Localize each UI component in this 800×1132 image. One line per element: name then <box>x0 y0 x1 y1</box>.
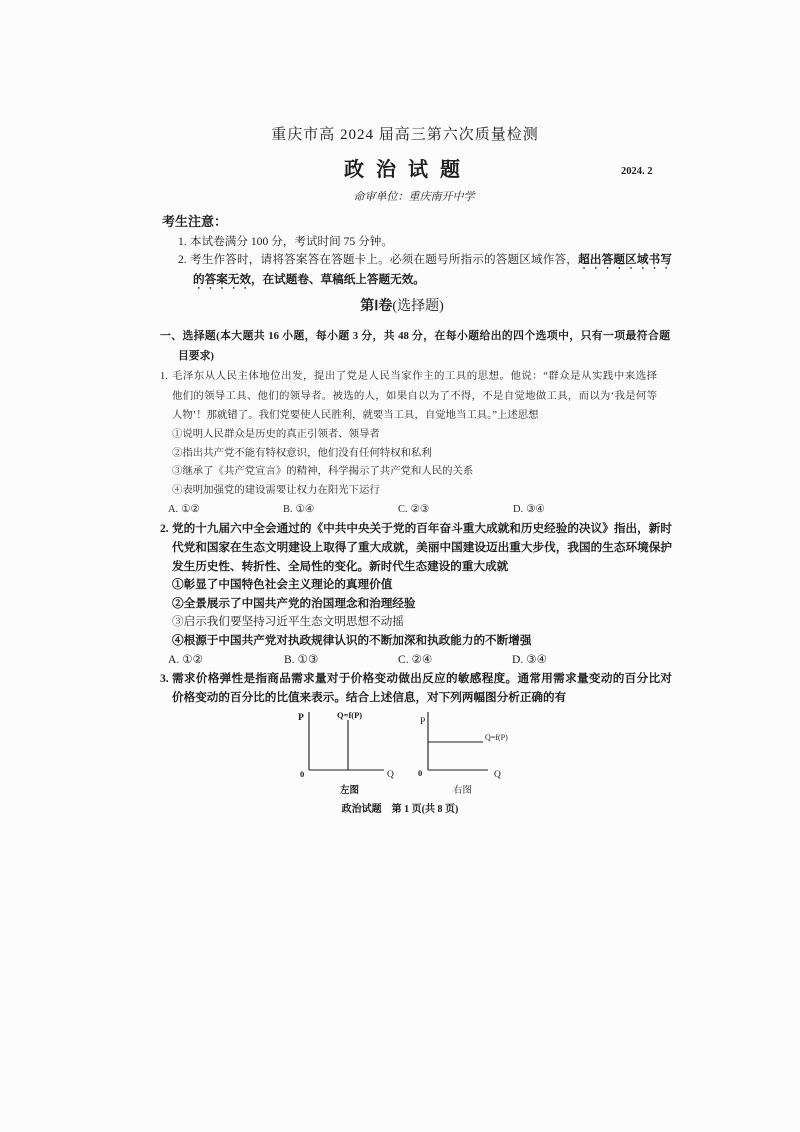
choice-label: D. <box>513 504 524 515</box>
question-3-stem-line-2: 价格变动的百分比的比值来表示。结合上述信息，对下列两幅图分析正确的有 <box>172 691 567 704</box>
notice-item-2-number: 2. <box>178 253 187 266</box>
choice-label: D. <box>512 653 524 666</box>
question-2-choice-c <box>398 652 432 668</box>
choice-label: B. <box>284 653 295 666</box>
exam-name: 重庆市高 2024 届高三第六次质量检测 <box>271 127 539 143</box>
choice-value: ③④ <box>526 504 545 515</box>
question-1-stem-line-1: 毛泽东从人民主体地位出发，提出了党是人民当家作主的工具的思想。他说：“群众是从实践中来选择 <box>172 371 657 382</box>
choice-label: A. <box>168 504 179 515</box>
question-1-statement-4: ④表明加强党的建设需要让权力在阳光下运行 <box>172 485 380 496</box>
right-figure-curve-label: Q=f(P) <box>485 733 508 742</box>
question-1-choice-a <box>168 502 200 518</box>
question-1-statement-3: ③继承了《共产党宣言》的精神，科学揭示了共产党和人民的关系 <box>172 466 474 477</box>
question-2-choice-d <box>512 652 547 668</box>
question-1-statement-2: ②指出共产党不能有特权意识，他们没有任何特权和私利 <box>172 448 432 459</box>
question-2-statement-4: ④根源于中国共产党对执政规律认识的不断加深和执政能力的不断增强 <box>172 634 532 647</box>
subject-title: 政治试题 <box>344 159 472 181</box>
notice-item-1-text: 本试卷满分 100 分，考试时间 75 分钟。 <box>190 235 393 248</box>
question-2-number: 2. <box>160 522 169 535</box>
question-1-choice-b <box>283 502 314 518</box>
exam-date: 2024. 2 <box>621 166 653 177</box>
question-2-statement-3: ③启示我们要坚持习近平生态文明思想不动摇 <box>172 615 404 628</box>
right-figure <box>418 712 508 796</box>
notice-item-2-cont-text: ，在试题卷、草稿纸上答题无效。 <box>250 273 425 286</box>
right-figure-q-label: Q <box>494 770 501 780</box>
instructions-line-1: 一、选择题(本大题共 16 小题，每小题 3 分，共 48 分，在每小题给出的四个选项中，只有一项最符合题 <box>160 330 670 342</box>
question-1-choice-c <box>398 502 429 518</box>
notice-item-2-text: 考生作答时，请将答案答在答题卡上。必须在题号所指示的答题区域作答， <box>190 253 579 266</box>
choice-value: ①④ <box>295 504 315 515</box>
choice-value: ③④ <box>526 653 548 666</box>
choice-value: ①② <box>182 653 204 666</box>
right-figure-p-label: P <box>420 717 426 727</box>
left-figure-curve-label: Q=f(P) <box>337 710 363 720</box>
question-2-stem-line-3: 发生历史性、转折性、全局性的变化。新时代生态建设的重大成就 <box>172 560 509 573</box>
choice-value: ①② <box>181 504 200 515</box>
section-heading <box>300 298 504 316</box>
right-figure-caption: 右图 <box>453 786 473 796</box>
setter-unit: 命审单位：重庆南开中学 <box>353 191 475 203</box>
instructions-line-2: 目要求) <box>178 350 214 362</box>
question-1-statement-1: ①说明人民群众是历史的真正引领者、领导者 <box>172 429 380 440</box>
choice-value: ①③ <box>297 653 319 666</box>
question-2-stem-line-1: 党的十九届六中全会通过的《中共中央关于党的百年奋斗重大成就和历史经验的决议》指出，新时 <box>172 522 672 535</box>
section-type: (选择题) <box>392 299 444 314</box>
section-name: 第Ⅰ卷 <box>360 299 393 314</box>
notice-heading: 考生注意： <box>162 214 228 229</box>
left-figure-caption: 左图 <box>340 786 360 796</box>
question-3-number: 3. <box>160 672 169 685</box>
choice-value: ②③ <box>410 504 430 515</box>
right-figure-origin-label: 0 <box>418 768 423 778</box>
demand-elasticity-figures <box>290 700 530 800</box>
notice-item-2-emphasis: 超出答题区域书写 <box>578 253 672 266</box>
question-2-statement-1: ①彰显了中国特色社会主义理论的真理价值 <box>172 578 393 591</box>
question-1-number: 1. <box>160 371 168 382</box>
question-3-stem-line-1: 需求价格弹性是指商品需求量对于价格变动做出反应的敏感程度。通常用需求量变动的百分比对 <box>172 672 672 685</box>
notice-item-1-number: 1. <box>178 235 187 248</box>
left-figure-q-label: Q <box>387 770 394 780</box>
left-figure-p-label: P <box>298 713 304 723</box>
notice-item-2-cont-emphasis: 的答案无效 <box>193 273 251 286</box>
choice-value: ②④ <box>411 653 433 666</box>
question-2-choice-a <box>168 652 203 668</box>
question-1-choice-d <box>513 502 545 518</box>
question-2-stem-line-2: 代党和国家在生态文明建设上取得了重大成就，美丽中国建设迈出重大步伐，我国的生态环境保护 <box>172 541 672 554</box>
question-2-choice-b <box>284 652 318 668</box>
choice-label: B. <box>283 504 293 515</box>
left-figure-origin-label: 0 <box>300 769 305 779</box>
question-2-statement-2: ②全景展示了中国共产党的治国理念和治理经验 <box>172 597 416 610</box>
notice-item-2-line-2 <box>193 272 425 288</box>
left-figure <box>298 710 394 796</box>
notice-item-2-line-1 <box>190 252 672 268</box>
page-footer: 政治试题 第 1 页(共 8 页) <box>341 804 459 815</box>
choice-label: C. <box>398 653 409 666</box>
question-1-stem-line-3: 人物’！那就错了。我们党要使人民胜利，就要当工具，自觉地当工具。”上述思想 <box>172 410 539 421</box>
question-1-stem-line-2: 他们的领导工具、他们的领导者。被选的人，如果自以为了不得，不是自觉地做工具，而以为‘我是何等 <box>172 391 657 402</box>
choice-label: C. <box>398 504 408 515</box>
choice-label: A. <box>168 653 180 666</box>
